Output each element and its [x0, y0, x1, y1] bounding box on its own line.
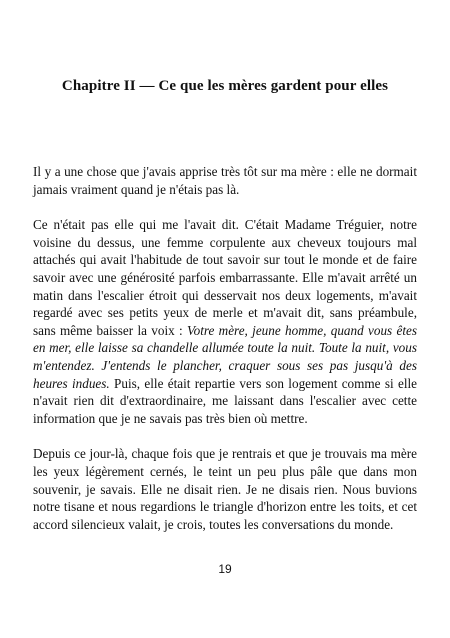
- paragraph-2-narration: Ce n'était pas elle qui me l'avait dit. C'était Madame Tréguier, notre voisine du dessus, une femme corpulente aux cheveux toujours mal attachés qui avait l'habitude de tout savoir sur tout le monde et de faire savoir avec une générosité parfois embarrassante. Elle m'avait arrêté un matin dans l'escalier étroit qui desservait nos deux logements, m'avait regardé avec ses petits yeux de merle et m'avait dit, sans préambule, sans même baisser la voix :: [33, 217, 417, 338]
- chapter-body: [33, 163, 417, 551]
- page-number: 19: [218, 562, 232, 576]
- chapter-title: Chapitre II — Ce que les mères gardent pour elles: [61, 78, 389, 94]
- paragraph-2: [33, 216, 417, 427]
- paragraph-3: Depuis ce jour-là, chaque fois que je rentrais et que je trouvais ma mère les yeux légèrement cernés, le teint un peu plus pâle que dans mon souvenir, je savais. Elle ne disait rien. Je ne disais rien. Nous buvions notre tisane et nous regardions le triangle d'horizon entre les toits, et cet accord silencieux valait, je crois, toutes les conversations du monde.: [33, 446, 417, 532]
- paragraph-1: Il y a une chose que j'avais apprise très tôt sur ma mère : elle ne dormait jamais vraiment quand je n'étais pas là.: [33, 164, 417, 197]
- paragraph-2-quote: Votre mère, jeune homme, quand vous êtes en mer, elle laisse sa chandelle allumée toute la nuit. Toute la nuit, vous m'entendez. J'entends le plancher, craquer sous ses pas jusqu'à des heures indues.: [33, 322, 417, 391]
- paragraph-2-continuation: Puis, elle était repartie vers son logement comme si elle n'avait rien dit d'extraordinaire, me laissant dans l'escalier avec cette information que je ne savais pas très bien où mettre.: [33, 375, 417, 426]
